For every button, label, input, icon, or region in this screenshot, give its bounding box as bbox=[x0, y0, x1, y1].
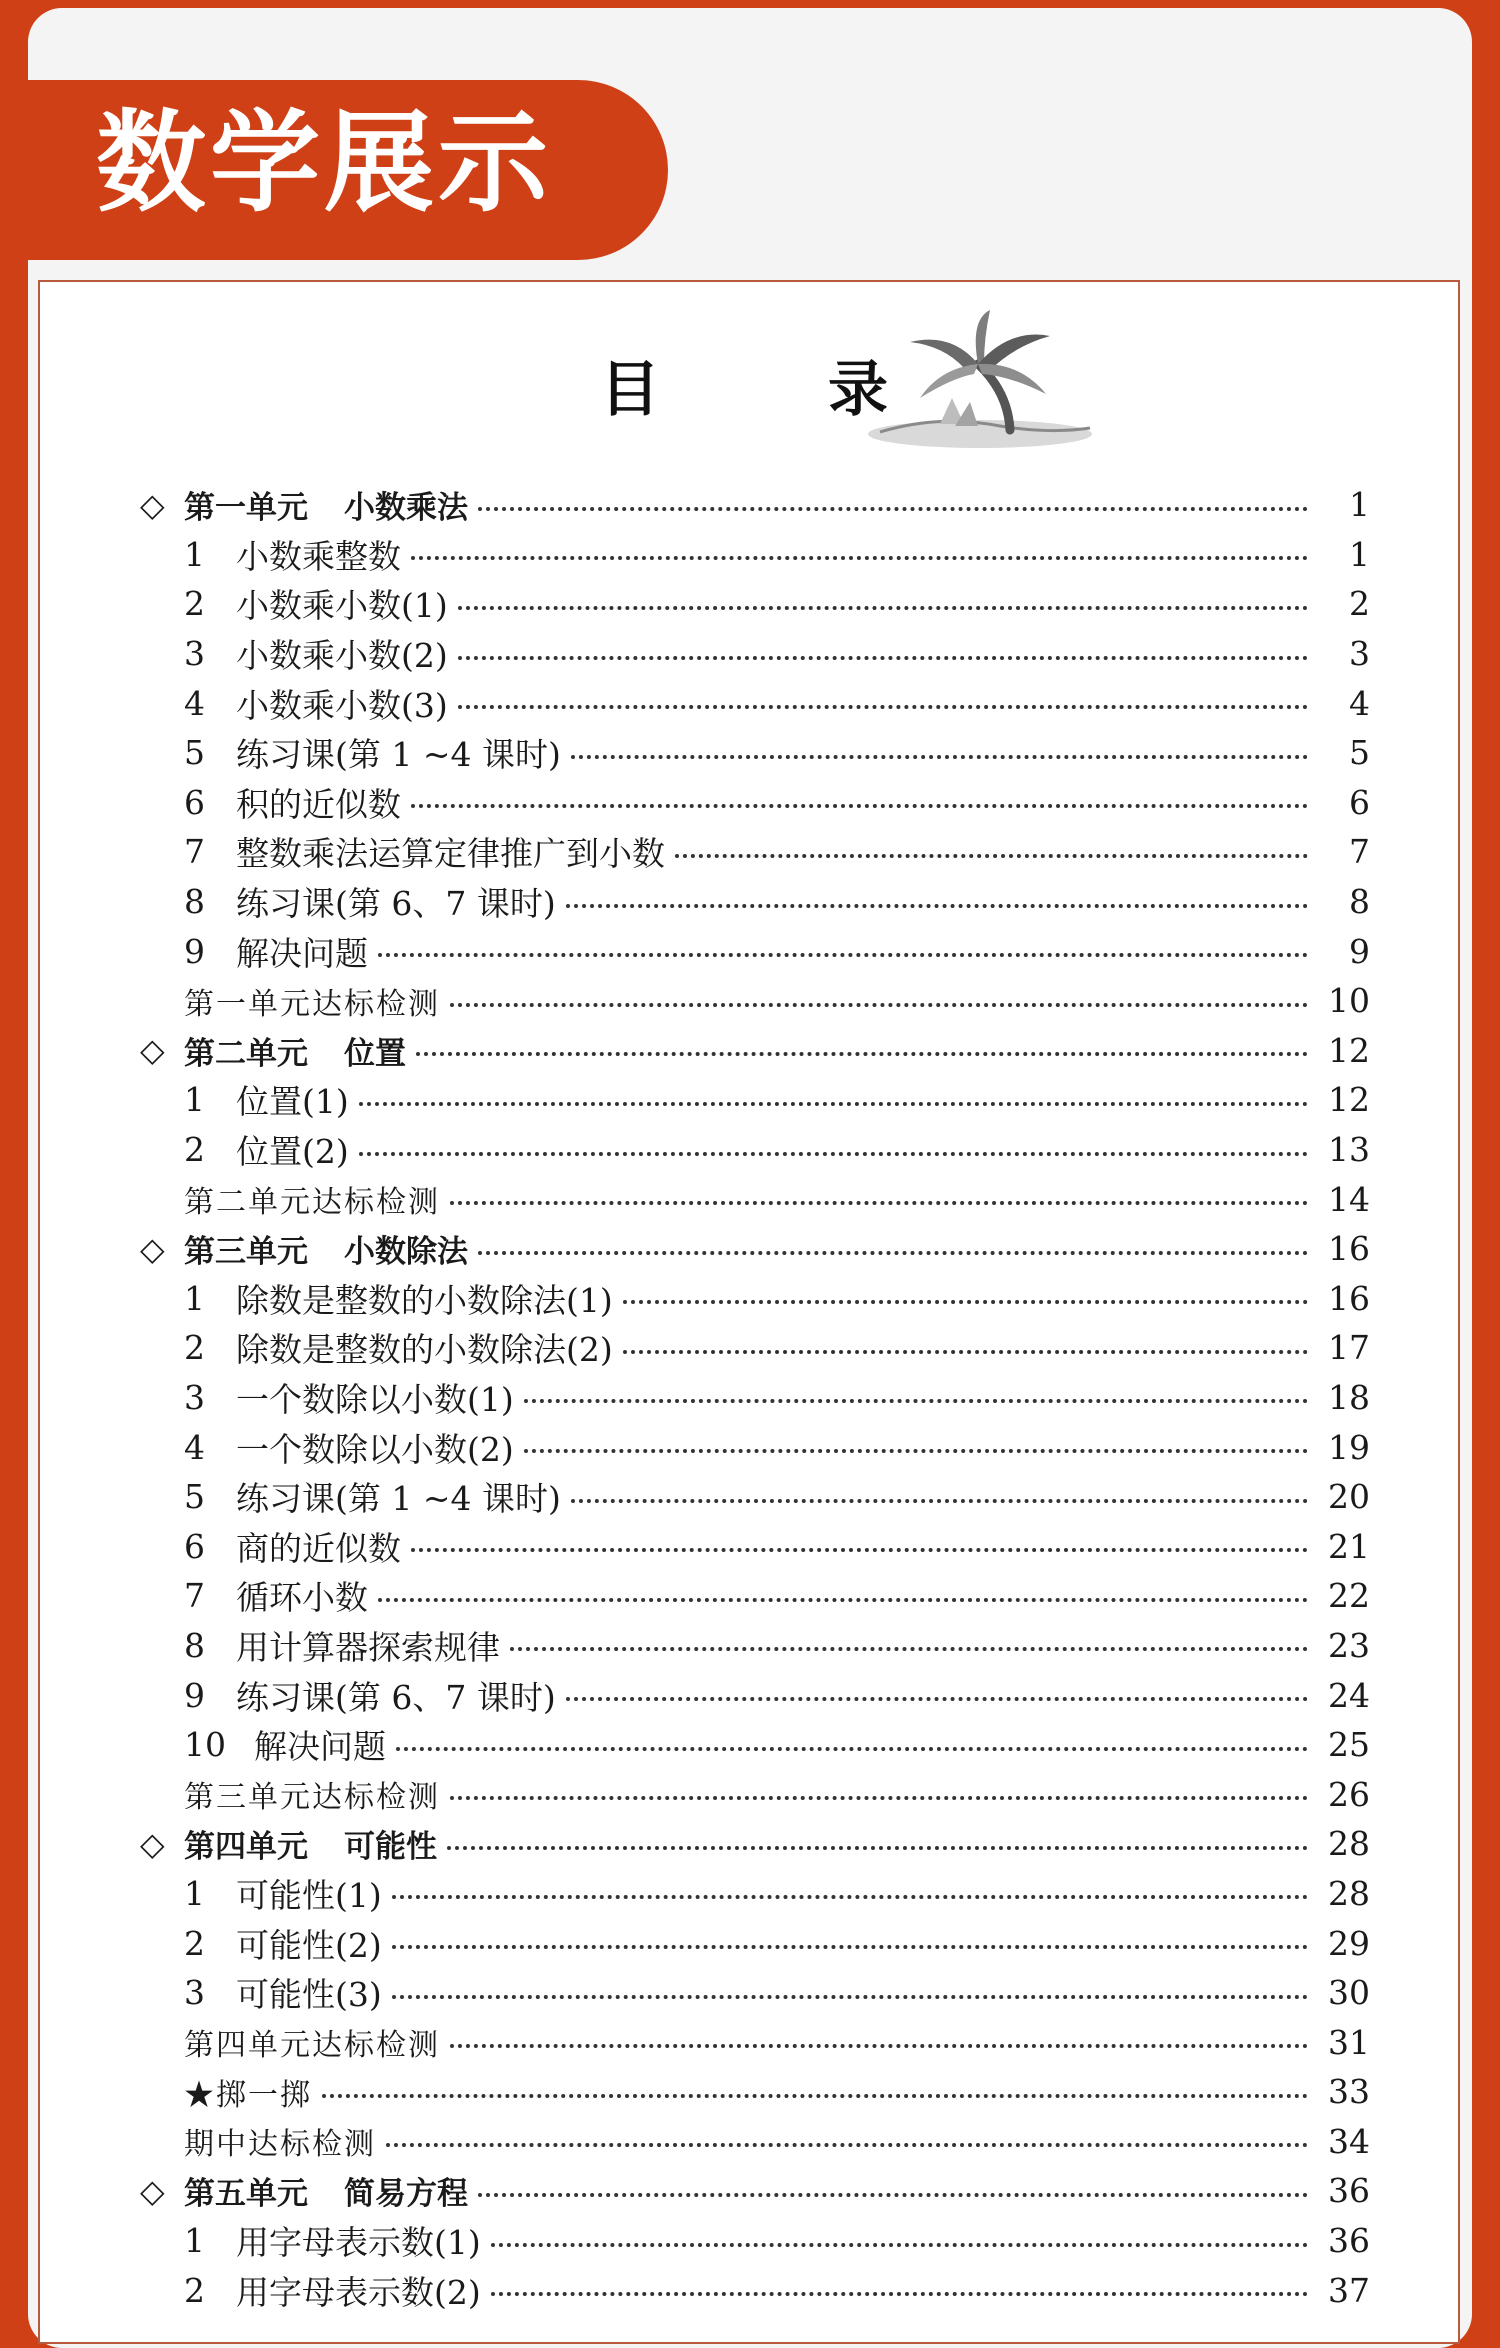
page-number: 20 bbox=[1328, 1477, 1370, 1517]
toc-lesson-row[interactable] bbox=[140, 778, 1370, 828]
lesson-title: 练习课(第 6、7 课时) bbox=[236, 884, 556, 924]
dot-leader bbox=[411, 1548, 1308, 1552]
page-number: 31 bbox=[1328, 2022, 1370, 2062]
lesson-number: 1 bbox=[184, 534, 205, 574]
diamond-icon: ◇ bbox=[140, 485, 165, 524]
lesson-title: 练习课(第 1 ~4 课时) bbox=[236, 735, 561, 775]
dot-leader bbox=[571, 1499, 1308, 1503]
toc-lesson-row[interactable] bbox=[140, 1075, 1370, 1125]
toc-lesson-row[interactable] bbox=[140, 1125, 1370, 1175]
lesson-title: 位置(2) bbox=[236, 1132, 349, 1172]
unit-title bbox=[184, 1028, 406, 1073]
toc-lesson-row[interactable] bbox=[140, 579, 1370, 629]
toc-lesson-row[interactable] bbox=[140, 1621, 1370, 1671]
dot-leader bbox=[566, 1697, 1308, 1701]
lesson-number: 3 bbox=[184, 634, 205, 674]
page-number: 33 bbox=[1328, 2072, 1370, 2112]
dot-leader bbox=[458, 656, 1308, 660]
toc-lesson-row[interactable] bbox=[140, 1968, 1370, 2018]
toc-lesson-row[interactable] bbox=[140, 926, 1370, 976]
page-number: 5 bbox=[1349, 733, 1370, 773]
page-number: 9 bbox=[1349, 931, 1370, 971]
test-title: 第四单元达标检测 bbox=[184, 2028, 440, 2064]
unit-title bbox=[184, 2168, 468, 2213]
unit-title bbox=[184, 1821, 437, 1866]
unit-name: 第二单元 bbox=[184, 1035, 308, 1072]
lesson-title: 整数乘法运算定律推广到小数 bbox=[236, 834, 665, 874]
lesson-title: 一个数除以小数(1) bbox=[236, 1379, 514, 1419]
lesson-number: 1 bbox=[184, 1873, 205, 1913]
unit-topic: 可能性 bbox=[344, 1829, 437, 1866]
toc-page bbox=[38, 280, 1460, 2344]
page-number: 2 bbox=[1349, 584, 1370, 624]
dot-leader bbox=[623, 1300, 1308, 1304]
page-number: 13 bbox=[1328, 1130, 1370, 1170]
dot-leader bbox=[491, 2292, 1308, 2296]
lesson-title: 小数乘小数(3) bbox=[236, 685, 448, 725]
toc-lesson-row[interactable] bbox=[140, 629, 1370, 679]
palm-tree-illustration bbox=[860, 302, 1100, 452]
lesson-number: 6 bbox=[184, 1526, 205, 1566]
lesson-number: 7 bbox=[184, 1576, 205, 1616]
toc-lesson-row[interactable] bbox=[140, 1918, 1370, 1968]
toc-lesson-row[interactable] bbox=[140, 1323, 1370, 1373]
toc-heading-right: 录 bbox=[828, 355, 888, 425]
test-title: 第二单元达标检测 bbox=[184, 1185, 440, 1221]
lesson-number: 10 bbox=[184, 1725, 226, 1765]
lesson-number: 6 bbox=[184, 782, 205, 822]
lesson-title: 积的近似数 bbox=[236, 784, 401, 824]
page-number: 19 bbox=[1328, 1427, 1370, 1467]
toc-unit-row[interactable] bbox=[140, 480, 1370, 530]
page-number: 3 bbox=[1349, 634, 1370, 674]
dot-leader bbox=[392, 1995, 1308, 1999]
page-number: 36 bbox=[1328, 2171, 1370, 2211]
dot-leader bbox=[416, 1052, 1308, 1056]
toc-lesson-row[interactable] bbox=[140, 877, 1370, 927]
lesson-title: 小数乘小数(2) bbox=[236, 636, 448, 676]
dot-leader bbox=[411, 556, 1308, 560]
unit-topic: 简易方程 bbox=[344, 2176, 468, 2213]
page-number: 26 bbox=[1328, 1774, 1370, 1814]
toc-unit-row[interactable] bbox=[140, 1026, 1370, 1076]
page-number: 23 bbox=[1328, 1625, 1370, 1665]
page-number: 21 bbox=[1328, 1526, 1370, 1566]
lesson-title: 商的近似数 bbox=[236, 1528, 401, 1568]
diamond-icon: ◇ bbox=[140, 1229, 165, 1268]
page-number: 37 bbox=[1328, 2270, 1370, 2310]
dot-leader bbox=[524, 1449, 1308, 1453]
toc-lesson-row[interactable] bbox=[140, 827, 1370, 877]
toc-lesson-row[interactable] bbox=[140, 1571, 1370, 1621]
toc-unit-row[interactable] bbox=[140, 1819, 1370, 1869]
toc-lesson-row[interactable] bbox=[140, 2265, 1370, 2315]
toc-lesson-row[interactable] bbox=[140, 1869, 1370, 1919]
lesson-number: 2 bbox=[184, 584, 205, 624]
dot-leader bbox=[447, 1846, 1308, 1850]
lesson-title: 解决问题 bbox=[236, 933, 368, 973]
lesson-number: 8 bbox=[184, 1625, 205, 1665]
dot-leader bbox=[458, 606, 1308, 610]
toc-lesson-row[interactable] bbox=[140, 2216, 1370, 2266]
test-title: 第三单元达标检测 bbox=[184, 1780, 440, 1816]
page-number: 36 bbox=[1328, 2221, 1370, 2261]
toc-test-row[interactable] bbox=[140, 976, 1370, 1026]
unit-name: 第四单元 bbox=[184, 1829, 308, 1866]
page-number: 24 bbox=[1328, 1675, 1370, 1715]
page-number: 7 bbox=[1349, 832, 1370, 872]
test-title: 第一单元达标检测 bbox=[184, 986, 440, 1022]
page-number: 6 bbox=[1349, 782, 1370, 822]
lesson-title: 除数是整数的小数除法(2) bbox=[236, 1330, 613, 1370]
dot-leader bbox=[623, 1350, 1308, 1354]
dot-leader bbox=[359, 1152, 1308, 1156]
diamond-icon: ◇ bbox=[140, 2171, 165, 2210]
lesson-title: 可能性(2) bbox=[236, 1925, 382, 1965]
unit-topic: 小数除法 bbox=[344, 1234, 468, 1271]
page-number: 28 bbox=[1328, 1873, 1370, 1913]
page-number: 16 bbox=[1328, 1229, 1370, 1269]
lesson-number: 1 bbox=[184, 1278, 205, 1318]
page-number: 12 bbox=[1328, 1030, 1370, 1070]
unit-title bbox=[184, 1226, 468, 1271]
dot-leader bbox=[571, 755, 1308, 759]
lesson-number: 2 bbox=[184, 1130, 205, 1170]
dot-leader bbox=[510, 1647, 1308, 1651]
toc-lesson-row[interactable] bbox=[140, 1720, 1370, 1770]
page-number: 25 bbox=[1328, 1725, 1370, 1765]
lesson-number: 5 bbox=[184, 1477, 205, 1517]
toc-lesson-row[interactable] bbox=[140, 728, 1370, 778]
dot-leader bbox=[411, 804, 1308, 808]
table-of-contents bbox=[140, 480, 1370, 2315]
test-title: 期中达标检测 bbox=[184, 2127, 376, 2163]
diamond-icon: ◇ bbox=[140, 1031, 165, 1070]
toc-lesson-row[interactable] bbox=[140, 1373, 1370, 1423]
page-number: 14 bbox=[1328, 1179, 1370, 1219]
lesson-number: 2 bbox=[184, 1923, 205, 1963]
lesson-title: 一个数除以小数(2) bbox=[236, 1429, 514, 1469]
toc-heading-left: 目 bbox=[600, 355, 660, 425]
lesson-title: 位置(1) bbox=[236, 1082, 349, 1122]
dot-leader bbox=[450, 2044, 1308, 2048]
lesson-number: 8 bbox=[184, 882, 205, 922]
toc-lesson-row[interactable] bbox=[140, 1274, 1370, 1324]
toc-lesson-row[interactable] bbox=[140, 1422, 1370, 1472]
toc-test-row[interactable] bbox=[140, 1769, 1370, 1819]
page-number: 12 bbox=[1328, 1080, 1370, 1120]
dot-leader bbox=[396, 1747, 1308, 1751]
dot-leader bbox=[478, 1251, 1308, 1255]
lesson-title: 可能性(3) bbox=[236, 1975, 382, 2015]
toc-lesson-row[interactable] bbox=[140, 678, 1370, 728]
lesson-number: 2 bbox=[184, 2270, 205, 2310]
unit-name: 第一单元 bbox=[184, 490, 308, 527]
unit-title bbox=[184, 482, 468, 527]
page-number: 1 bbox=[1349, 485, 1370, 525]
dot-leader bbox=[450, 1201, 1308, 1205]
dot-leader bbox=[450, 1796, 1308, 1800]
lesson-title: 用字母表示数(1) bbox=[236, 2223, 481, 2263]
lesson-number: 4 bbox=[184, 1427, 205, 1467]
toc-unit-row[interactable] bbox=[140, 2166, 1370, 2216]
lesson-title: 循环小数 bbox=[236, 1578, 368, 1618]
page-number: 29 bbox=[1328, 1923, 1370, 1963]
dot-leader bbox=[478, 507, 1308, 511]
page-number: 17 bbox=[1328, 1328, 1370, 1368]
toc-lesson-row[interactable] bbox=[140, 530, 1370, 580]
dot-leader bbox=[566, 904, 1308, 908]
page-number: 28 bbox=[1328, 1824, 1370, 1864]
lesson-number: 7 bbox=[184, 832, 205, 872]
lesson-title: 可能性(1) bbox=[236, 1875, 382, 1915]
lesson-title: 练习课(第 6、7 课时) bbox=[236, 1677, 556, 1717]
lesson-number: 9 bbox=[184, 931, 205, 971]
toc-test-row[interactable] bbox=[140, 2117, 1370, 2167]
dot-leader bbox=[675, 854, 1308, 858]
lesson-number: 9 bbox=[184, 1675, 205, 1715]
unit-name: 第三单元 bbox=[184, 1234, 308, 1271]
dot-leader bbox=[386, 2143, 1308, 2147]
dot-leader bbox=[478, 2193, 1308, 2197]
lesson-title: 用字母表示数(2) bbox=[236, 2272, 481, 2312]
page-number: 16 bbox=[1328, 1278, 1370, 1318]
dot-leader bbox=[322, 2094, 1308, 2098]
dot-leader bbox=[450, 1003, 1308, 1007]
unit-topic: 小数乘法 bbox=[344, 490, 468, 527]
toc-test-row[interactable] bbox=[140, 1174, 1370, 1224]
dot-leader bbox=[524, 1399, 1308, 1403]
unit-name: 第五单元 bbox=[184, 2176, 308, 2213]
unit-topic: 位置 bbox=[344, 1035, 406, 1072]
page-number: 10 bbox=[1328, 981, 1370, 1021]
lesson-number: 1 bbox=[184, 2221, 205, 2261]
lesson-number: 4 bbox=[184, 683, 205, 723]
lesson-number: 3 bbox=[184, 1377, 205, 1417]
dot-leader bbox=[491, 2243, 1308, 2247]
toc-unit-row[interactable] bbox=[140, 1224, 1370, 1274]
lesson-number: 2 bbox=[184, 1328, 205, 1368]
page-number: 34 bbox=[1328, 2121, 1370, 2161]
lesson-number: 3 bbox=[184, 1973, 205, 2013]
page-number: 18 bbox=[1328, 1377, 1370, 1417]
lesson-title: 练习课(第 1 ~4 课时) bbox=[236, 1479, 561, 1519]
dot-leader bbox=[392, 1945, 1308, 1949]
lesson-number: 5 bbox=[184, 733, 205, 773]
banner-title: 数学展示 bbox=[96, 99, 552, 227]
dot-leader bbox=[378, 953, 1308, 957]
page-number: 30 bbox=[1328, 1973, 1370, 2013]
lesson-title: 用计算器探索规律 bbox=[236, 1627, 500, 1667]
toc-lesson-row[interactable] bbox=[140, 1472, 1370, 1522]
toc-lesson-row[interactable] bbox=[140, 1670, 1370, 1720]
lesson-number: 1 bbox=[184, 1080, 205, 1120]
lesson-title: 小数乘整数 bbox=[236, 536, 401, 576]
lesson-title: 小数乘小数(1) bbox=[236, 586, 448, 626]
dot-leader bbox=[392, 1895, 1308, 1899]
page-number: 22 bbox=[1328, 1576, 1370, 1616]
lesson-title: 解决问题 bbox=[254, 1727, 386, 1767]
page-number: 4 bbox=[1349, 683, 1370, 723]
dot-leader bbox=[458, 705, 1308, 709]
dot-leader bbox=[378, 1598, 1308, 1602]
diamond-icon: ◇ bbox=[140, 1824, 165, 1863]
lesson-title: 除数是整数的小数除法(1) bbox=[236, 1280, 613, 1320]
page-number: 1 bbox=[1349, 534, 1370, 574]
test-title: ★掷一掷 bbox=[184, 2077, 312, 2113]
toc-test-row[interactable] bbox=[140, 2067, 1370, 2117]
toc-lesson-row[interactable] bbox=[140, 1521, 1370, 1571]
page-number: 8 bbox=[1349, 882, 1370, 922]
toc-test-row[interactable] bbox=[140, 2017, 1370, 2067]
dot-leader bbox=[359, 1102, 1308, 1106]
